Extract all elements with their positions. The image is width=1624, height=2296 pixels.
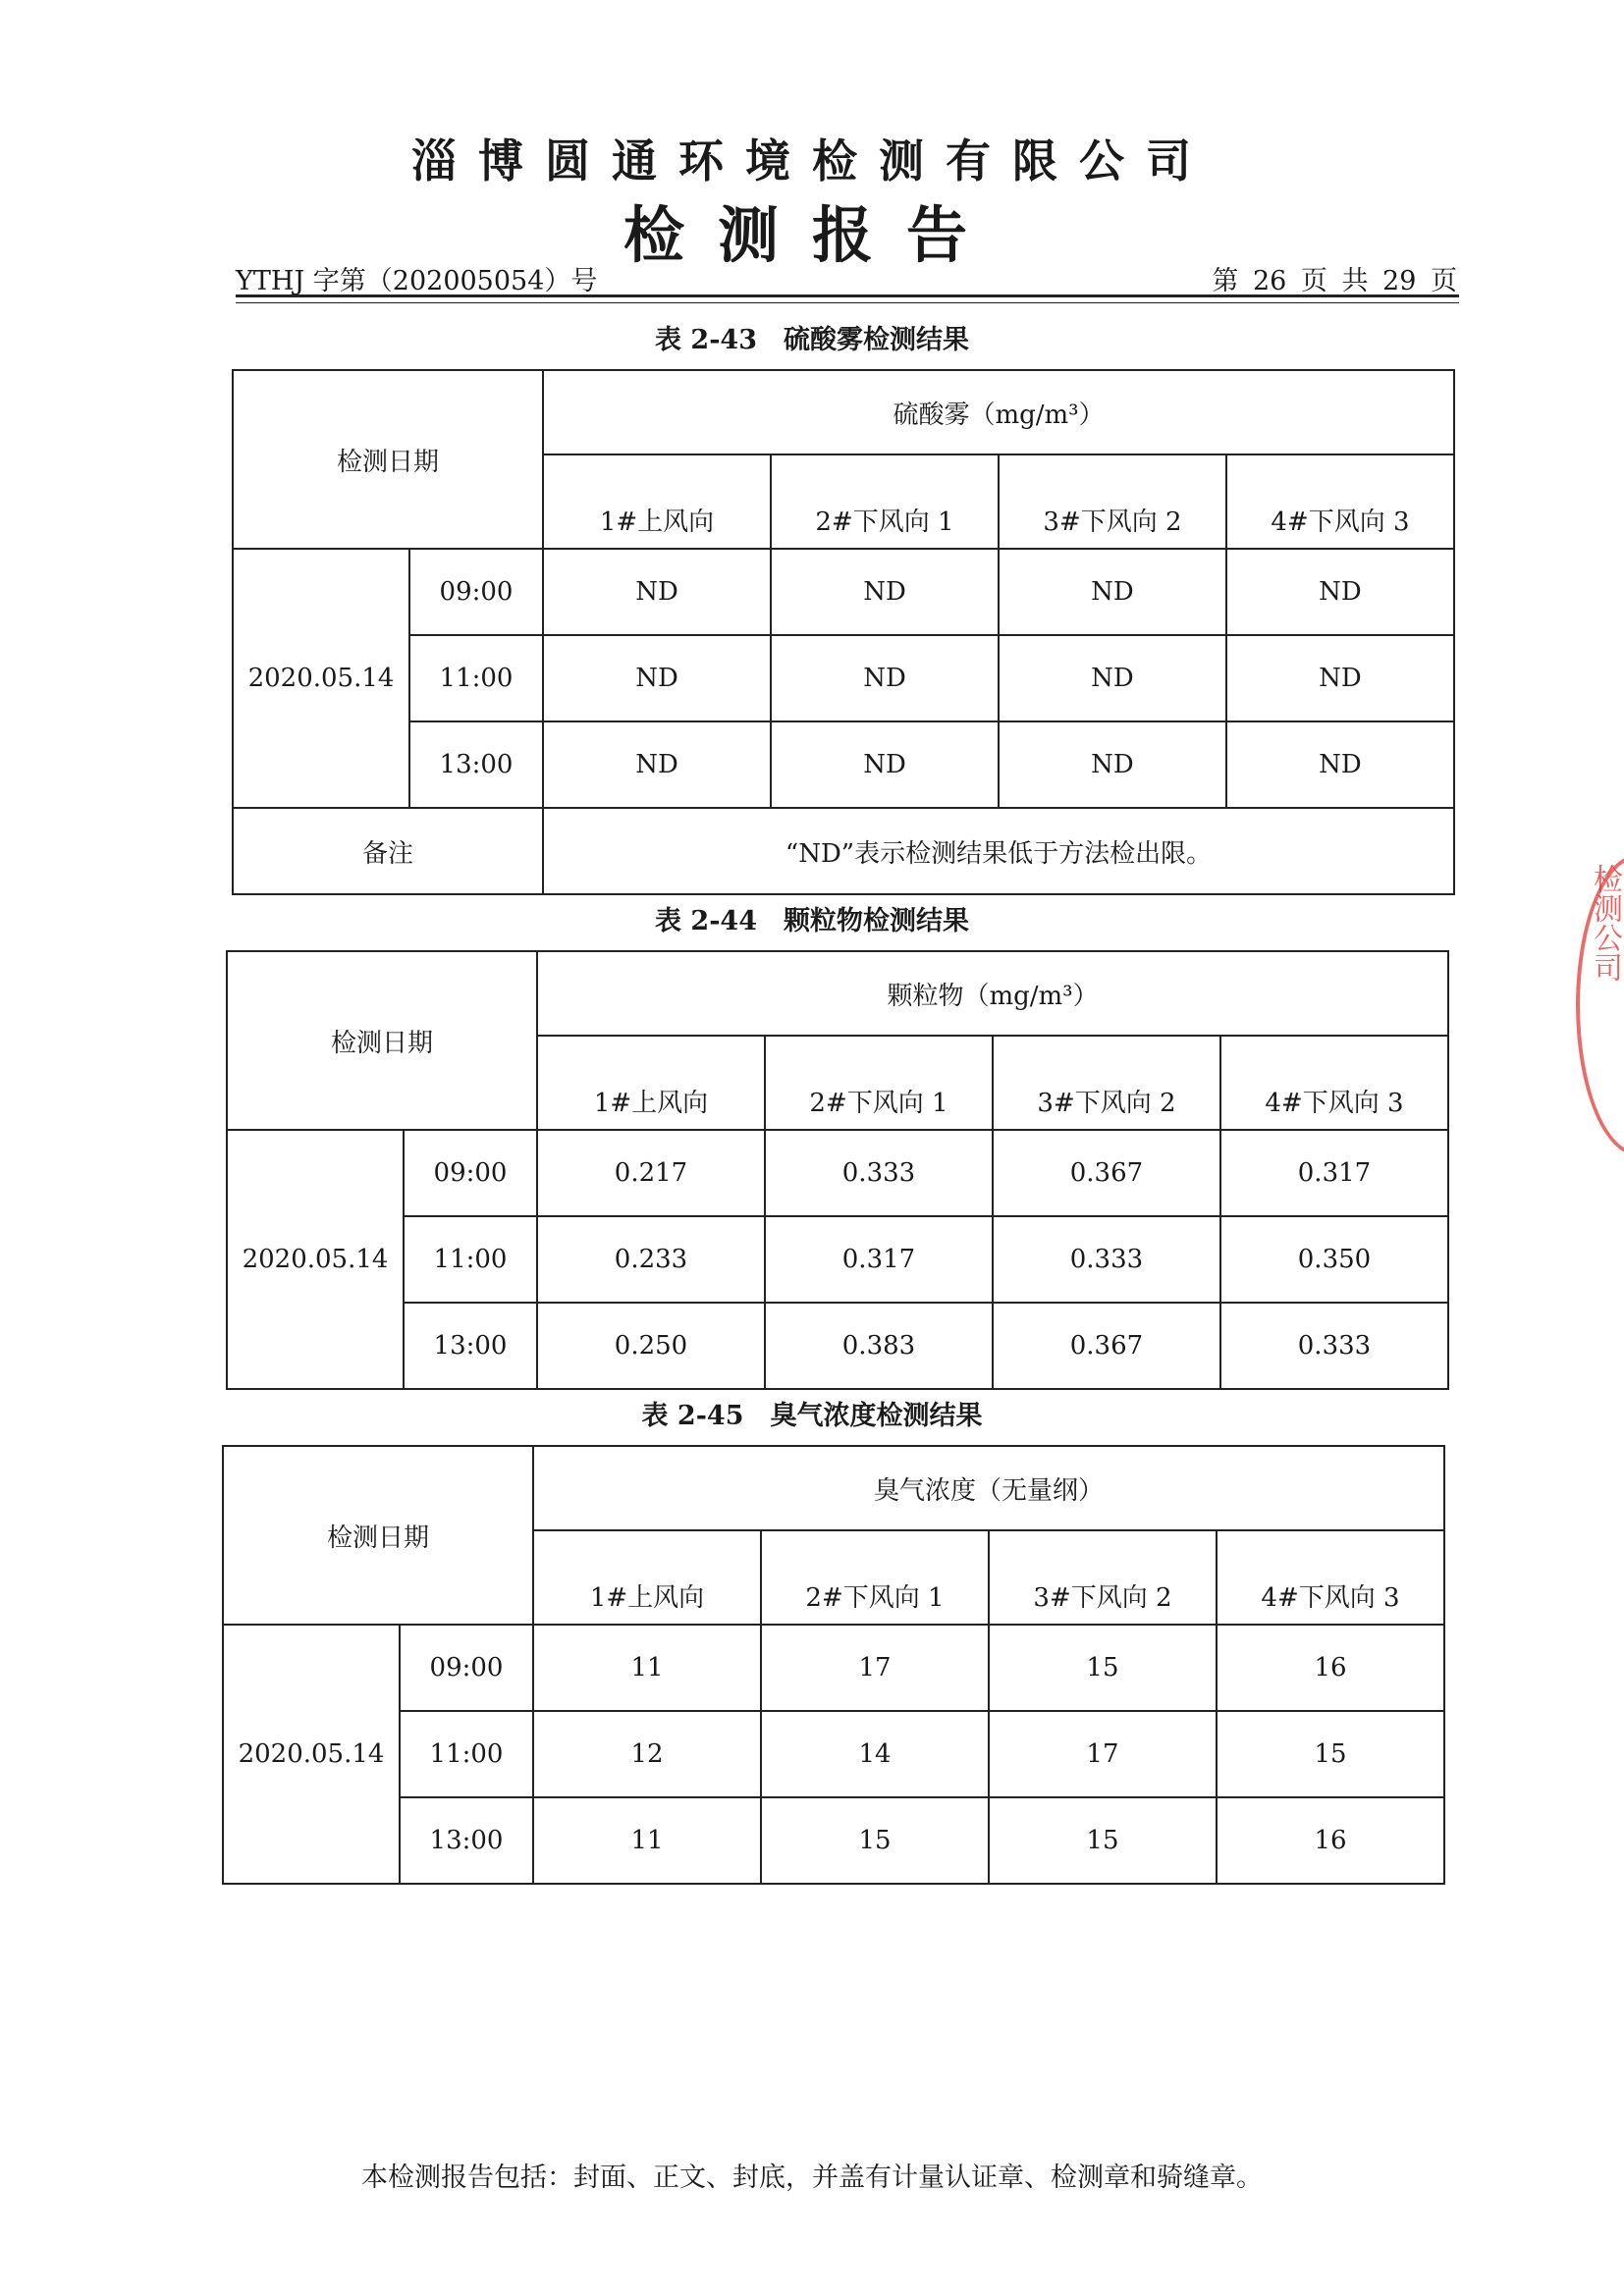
value-cell: ND bbox=[999, 549, 1226, 635]
page-number: 第 26 页 共 29 页 bbox=[1212, 266, 1457, 296]
time-cell: 13:00 bbox=[400, 1797, 533, 1884]
value-cell: ND bbox=[999, 721, 1226, 808]
time-cell: 09:00 bbox=[409, 549, 543, 635]
point-header: 3#下风向 2 bbox=[999, 454, 1226, 549]
value-cell: 12 bbox=[533, 1711, 761, 1797]
point-header: 1#上风向 bbox=[543, 454, 771, 549]
parameter-header: 颗粒物（mg/m³） bbox=[537, 951, 1448, 1036]
header-rule-thin bbox=[236, 302, 1459, 303]
point-header: 1#上风向 bbox=[533, 1530, 761, 1625]
footer-note: 本检测报告包括：封面、正文、封底，并盖有计量认证章、检测章和骑缝章。 bbox=[361, 2163, 1263, 2193]
table-caption: 表 2-45 臭气浓度检测结果 bbox=[641, 1401, 983, 1431]
value-cell: 15 bbox=[761, 1797, 989, 1884]
point-header: 2#下风向 1 bbox=[761, 1530, 989, 1625]
table-row bbox=[223, 1797, 1444, 1884]
point-header: 1#上风向 bbox=[537, 1036, 765, 1130]
value-cell: 0.350 bbox=[1220, 1216, 1448, 1303]
value-cell: 11 bbox=[533, 1797, 761, 1884]
date-cell: 2020.05.14 bbox=[233, 549, 409, 808]
time-cell: 11:00 bbox=[404, 1216, 537, 1303]
report-number: YTHJ 字第（202005054）号 bbox=[236, 266, 598, 296]
value-cell: ND bbox=[771, 549, 999, 635]
value-cell: 0.333 bbox=[765, 1130, 993, 1216]
value-cell: ND bbox=[1226, 549, 1454, 635]
value-cell: 15 bbox=[1217, 1711, 1444, 1797]
date-column-header: 检测日期 bbox=[233, 370, 543, 549]
table-caption: 表 2-43 硫酸雾检测结果 bbox=[655, 325, 969, 355]
date-column-header: 检测日期 bbox=[227, 951, 537, 1130]
time-cell: 11:00 bbox=[409, 635, 543, 721]
point-header: 4#下风向 3 bbox=[1217, 1530, 1444, 1625]
value-cell: 16 bbox=[1217, 1797, 1444, 1884]
value-cell: 11 bbox=[533, 1625, 761, 1711]
table-row bbox=[233, 549, 1454, 635]
table-caption: 表 2-44 颗粒物检测结果 bbox=[655, 906, 969, 936]
value-cell: ND bbox=[1226, 635, 1454, 721]
note-text: “ND”表示检测结果低于方法检出限。 bbox=[543, 808, 1454, 894]
time-cell: 11:00 bbox=[400, 1711, 533, 1797]
table-row bbox=[233, 721, 1454, 808]
time-cell: 09:00 bbox=[404, 1130, 537, 1216]
header-rule-thick bbox=[236, 294, 1459, 297]
point-header: 2#下风向 1 bbox=[771, 454, 999, 549]
table-row bbox=[233, 635, 1454, 721]
table-row bbox=[223, 1625, 1444, 1711]
table-row bbox=[223, 1711, 1444, 1797]
value-cell: 0.333 bbox=[1220, 1303, 1448, 1389]
date-column-header: 检测日期 bbox=[223, 1446, 533, 1625]
date-cell: 2020.05.14 bbox=[223, 1625, 400, 1884]
table-row bbox=[227, 1216, 1448, 1303]
results-table-particulate-matter bbox=[226, 950, 1449, 1390]
value-cell: 0.250 bbox=[537, 1303, 765, 1389]
value-cell: 15 bbox=[989, 1625, 1217, 1711]
value-cell: ND bbox=[543, 549, 771, 635]
value-cell: 17 bbox=[761, 1625, 989, 1711]
value-cell: 0.367 bbox=[993, 1303, 1220, 1389]
parameter-header: 臭气浓度（无量纲） bbox=[533, 1446, 1444, 1530]
value-cell: ND bbox=[771, 635, 999, 721]
table-row bbox=[227, 1130, 1448, 1216]
point-header: 4#下风向 3 bbox=[1226, 454, 1454, 549]
value-cell: 14 bbox=[761, 1711, 989, 1797]
value-cell: ND bbox=[1226, 721, 1454, 808]
time-cell: 13:00 bbox=[404, 1303, 537, 1389]
value-cell: 0.367 bbox=[993, 1130, 1220, 1216]
point-header: 4#下风向 3 bbox=[1220, 1036, 1448, 1130]
table-row bbox=[227, 1303, 1448, 1389]
value-cell: 0.383 bbox=[765, 1303, 993, 1389]
note-row bbox=[233, 808, 1454, 894]
value-cell: 0.317 bbox=[765, 1216, 993, 1303]
time-cell: 13:00 bbox=[409, 721, 543, 808]
point-header: 3#下风向 2 bbox=[989, 1530, 1217, 1625]
time-cell: 09:00 bbox=[400, 1625, 533, 1711]
value-cell: ND bbox=[543, 635, 771, 721]
document-title: 检测报告 bbox=[623, 199, 1001, 271]
value-cell: 0.333 bbox=[993, 1216, 1220, 1303]
date-cell: 2020.05.14 bbox=[227, 1130, 404, 1389]
value-cell: ND bbox=[999, 635, 1226, 721]
note-label: 备注 bbox=[233, 808, 543, 894]
value-cell: 0.317 bbox=[1220, 1130, 1448, 1216]
value-cell: 15 bbox=[989, 1797, 1217, 1884]
value-cell: ND bbox=[771, 721, 999, 808]
results-table-odor-concentration bbox=[222, 1445, 1445, 1885]
results-table-sulfuric-acid-mist bbox=[232, 369, 1455, 895]
value-cell: ND bbox=[543, 721, 771, 808]
point-header: 2#下风向 1 bbox=[765, 1036, 993, 1130]
value-cell: 0.217 bbox=[537, 1130, 765, 1216]
parameter-header: 硫酸雾（mg/m³） bbox=[543, 370, 1454, 454]
value-cell: 16 bbox=[1217, 1625, 1444, 1711]
point-header: 3#下风向 2 bbox=[993, 1036, 1220, 1130]
seal-stamp-text: 检测公司 bbox=[1588, 864, 1622, 982]
value-cell: 17 bbox=[989, 1711, 1217, 1797]
company-name: 淄博圆通环境检测有限公司 bbox=[411, 134, 1213, 187]
value-cell: 0.233 bbox=[537, 1216, 765, 1303]
